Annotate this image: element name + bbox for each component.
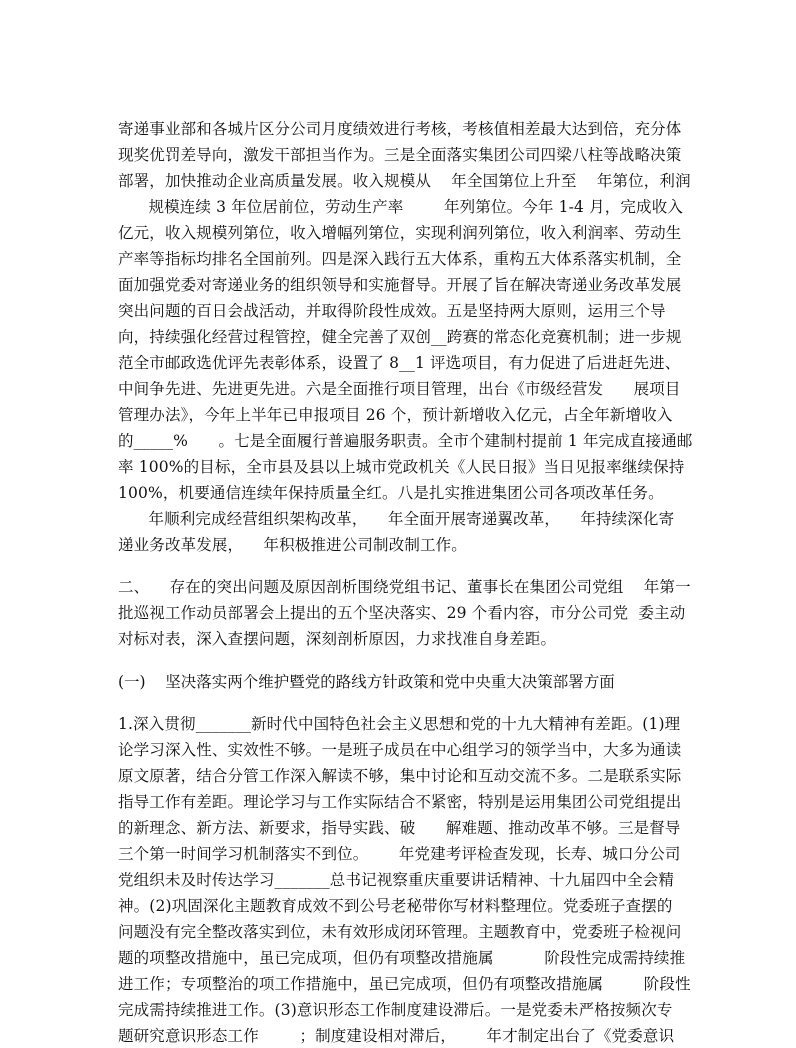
text-line: 对标对表，深入查摆问题，深刻剖析原因，力求找准自身差距。: [118, 630, 557, 648]
text-line: 题研究意识形态工作 ；制度建设相对滞后， 年才制定出台了《党委意识: [118, 1027, 675, 1045]
text-line: 党组织未及时传达学习_______总书记视察重庆重要讲话精神、十九届四中全会精: [118, 871, 675, 889]
text-line: 突出问题的百日会战活动，并取得阶段性成效。五是坚持两大原则，运用三个导: [118, 302, 666, 320]
text-line: 神。(2)巩固深化主题教育成效不到公号老秘带你写材料整理位。党委班子查摆的: [118, 897, 673, 915]
text-line: 部署，加快推动企业高质量发展。收入规模从 年全国第位上升至 年第位，利润: [118, 172, 691, 190]
text-line: 年顺利完成经营组织架构改革， 年全面开展寄递翼改革， 年持续深化寄: [118, 510, 675, 528]
text-line: 现奖优罚差导向，激发干部担当作为。三是全面落实集团公司四梁八柱等战略决策: [118, 146, 682, 164]
section-heading-line: 二、 存在的突出问题及原因剖析围绕党组书记、董事长在集团公司党组 年第一: [118, 578, 691, 596]
text-line: 进工作；专项整治的项工作措施中，虽已完成项，但仍有项整改措施属 阶段性: [118, 975, 691, 993]
text-line: 的新理念、新方法、新要求，指导实践、破 解难题、推动改革不够。三是督导: [118, 819, 681, 837]
text-line: 率 100%的目标，全市县及县以上城市党政机关《人民日报》当日见报率继续保持: [118, 458, 685, 476]
text-line: 完成需持续推进工作。(3)意识形态工作制度建设滞后。一是党委未严格按频次专: [118, 1001, 673, 1019]
text-line: 产率等指标均排名全国前列。四是深入践行五大体系，重构五大体系落实机制，全: [118, 250, 682, 268]
text-line: 范全市邮政选优评先表彰体系，设置了 8__1 评选项目，有力促进了后进赶先进、: [118, 354, 681, 372]
text-line: 规模连续 3 年位居前位，劳动生产率 年列第位。今年 1-4 月，完成收入: [118, 198, 684, 216]
text-line: 亿元，收入规模列第位，收入增幅列第位，实现利润列第位，收入利润率、劳动生: [118, 224, 682, 242]
text-line: 指导工作有差距。理论学习与工作实际结合不紧密，特别是运用集团公司党组提出: [118, 793, 682, 811]
text-line: 面加强党委对寄递业务的组织领导和实施督导。开展了旨在解决寄递业务改革发展: [118, 276, 682, 294]
text-line: 管理办法》，今年上半年已申报项目 26 个，预计新增收入亿元，占全年新增收入: [118, 406, 673, 424]
text-line: 三个第一时间学习机制落实不到位。 年党建考评检查发现，长寿、城口分公司: [118, 845, 681, 863]
text-line: 的_____% 。七是全面履行普遍服务职责。全市个建制村提前 1 年完成直接通邮: [118, 432, 693, 450]
subheading: (一) 坚决落实两个维护暨党的路线方针政策和党中央重大决策部署方面: [118, 673, 615, 691]
text-line: 原文原著，结合分管工作深入解读不够，集中讨论和互动交流不多。二是联系实际: [118, 767, 682, 785]
text-line: 题的项整改措施中，虽已完成项，但仍有项整改措施属 阶段性完成需持续推: [118, 949, 686, 967]
text-line: 递业务改革发展， 年积极推进公司制改制工作。: [118, 536, 467, 554]
text-line: 论学习深入性、实效性不够。一是班子成员在中心组学习的领学当中，大多为通读: [118, 741, 682, 759]
text-line: 中间争先进、先进更先进。六是全面推行项目管理，出台《市级经营发 展项目: [118, 380, 681, 398]
text-line: 批巡视工作动员部署会上提出的五个坚决落实、29 个看内容，市分公司党 委主动: [118, 604, 686, 622]
text-line: 寄递事业部和各城片区分公司月度绩效进行考核，考核值相差最大达到倍，充分体: [118, 120, 682, 138]
text-line: 问题没有完全整改落实到位，未有效形成闭环管理。主题教育中，党委班子检视问: [118, 923, 682, 941]
text-line: 向，持续强化经营过程管控，健全完善了双创__跨赛的常态化竞赛机制；进一步规: [118, 328, 682, 346]
text-line: 100%，机要通信连续年保持质量全红。八是扎实推进集团公司各项改革任务。: [118, 484, 664, 502]
text-line: 1.深入贯彻_______新时代中国特色社会主义思想和党的十九大精神有差距。(1)理: [118, 715, 681, 733]
